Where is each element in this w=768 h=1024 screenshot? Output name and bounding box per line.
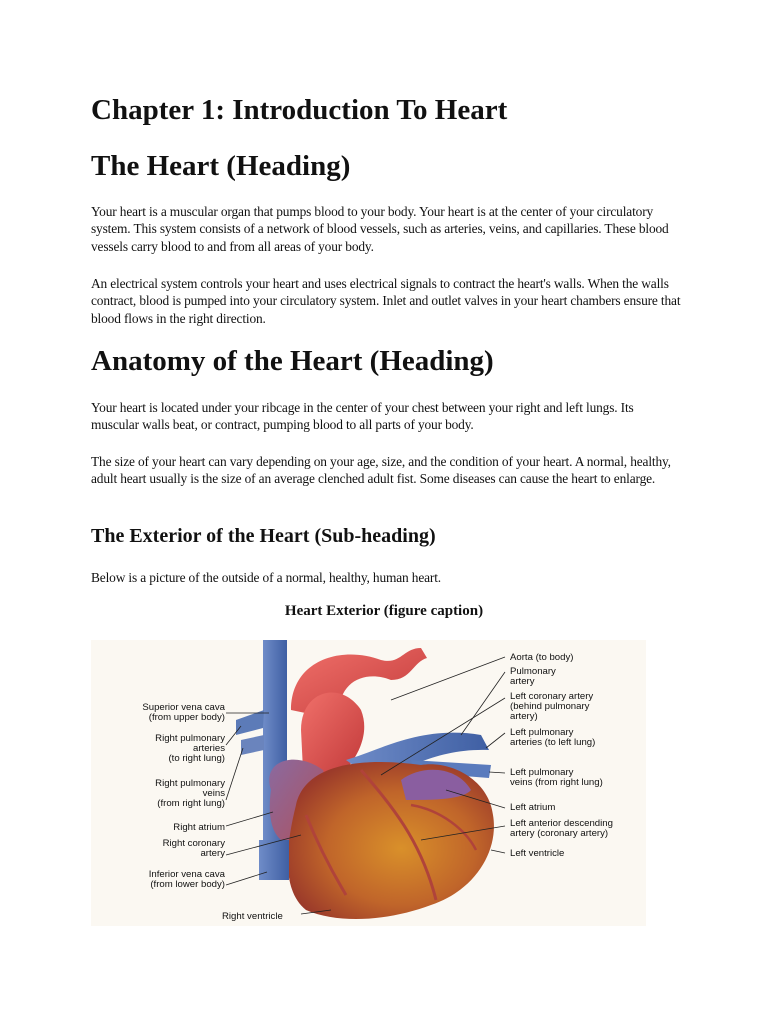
anatomy-paragraph-2: The size of your heart can vary depending on your age, size, and the condition of your heart. A normal, healthy, adult heart usually is the size of an average clenched adult fist. Some diseases can cause the heart to enlarge. xyxy=(91,454,671,487)
right-label-1-line-0: Pulmonary xyxy=(510,666,556,677)
right-label-2-line-2: artery) xyxy=(510,711,538,722)
anatomy-paragraph-1: Your heart is located under your ribcage in the center of your chest between your right and left lungs. Its muscular walls beat, or contract, pumping blood to all parts of your body. xyxy=(91,400,634,433)
heart-heading: The Heart (Heading) xyxy=(91,150,351,182)
label-right-ventricle: Right ventricle xyxy=(222,911,283,922)
left-label-0-line-1: (from upper body) xyxy=(148,712,225,723)
anatomy-heading: Anatomy of the Heart (Heading) xyxy=(91,345,494,377)
left-label-1-line-1: arteries xyxy=(193,743,225,754)
right-label-5 xyxy=(510,802,555,813)
right-label-6-line-1: artery (coronary artery) xyxy=(510,828,609,839)
right-label-6-line-0: Left anterior descending xyxy=(510,818,613,829)
right-label-7-line-0: Left ventricle xyxy=(510,848,565,859)
right-label-7 xyxy=(510,848,564,859)
left-label-2-line-0: Right pulmonary xyxy=(155,778,225,789)
right-label-4-line-1: veins (from right lung) xyxy=(510,777,603,788)
right-label-2-line-0: Left coronary artery xyxy=(510,691,594,702)
inferior-vena-cava-shape xyxy=(259,840,289,880)
right-label-2-line-1: (behind pulmonary xyxy=(510,701,590,712)
right-label-6 xyxy=(510,818,613,839)
right-label-5-line-0: Left atrium xyxy=(510,802,556,813)
exterior-subheading: The Exterior of the Heart (Sub-heading) xyxy=(91,525,436,547)
chapter-title: Chapter 1: Introduction To Heart xyxy=(91,94,508,126)
right-label-3-line-0: Left pulmonary xyxy=(510,727,574,738)
left-label-4-line-1: artery xyxy=(200,848,225,859)
left-label-5-line-0: Inferior vena cava xyxy=(148,869,225,880)
left-label-0 xyxy=(142,702,225,723)
right-label-4-line-0: Left pulmonary xyxy=(510,767,574,778)
left-label-5 xyxy=(149,869,226,890)
left-label-3 xyxy=(173,822,225,833)
heart-paragraph-2: An electrical system controls your heart and uses electrical signals to contract the heart's walls. When the walls contract, blood is pumped into your circulatory system. Inlet and outlet valves in your heart chambers ensure that blood flows in the right direction. xyxy=(91,276,681,326)
figure-caption: Heart Exterior (figure caption) xyxy=(284,603,484,619)
left-label-4-line-0: Right coronary xyxy=(162,838,225,849)
left-label-2-line-1: veins xyxy=(202,788,225,799)
heart-paragraph-1: Your heart is a muscular organ that pumps blood to your body. Your heart is at the center of your circulatory system. This system consists of a network of blood vessels, such as arteries, veins, and capillaries. These blood vessels carry blood to and from all areas of your body. xyxy=(91,204,669,254)
right-label-1-line-1: artery xyxy=(510,676,535,687)
left-label-5-line-1: (from lower body) xyxy=(150,879,225,890)
right-label-3-line-1: arteries (to left lung) xyxy=(510,737,596,748)
left-label-0-line-0: Superior vena cava xyxy=(142,702,225,713)
left-label-1-line-2: (to right lung) xyxy=(168,753,225,764)
right-label-0-line-0: Aorta (to body) xyxy=(510,652,574,663)
left-label-2-line-2: (from right lung) xyxy=(157,798,225,809)
heart-exterior-figure xyxy=(91,640,646,926)
left-label-1-line-0: Right pulmonary xyxy=(155,733,225,744)
exterior-intro: Below is a picture of the outside of a normal, healthy, human heart. xyxy=(91,570,441,585)
right-label-0 xyxy=(510,652,573,663)
left-label-3-line-0: Right atrium xyxy=(173,822,225,833)
heart-diagram xyxy=(91,640,646,926)
